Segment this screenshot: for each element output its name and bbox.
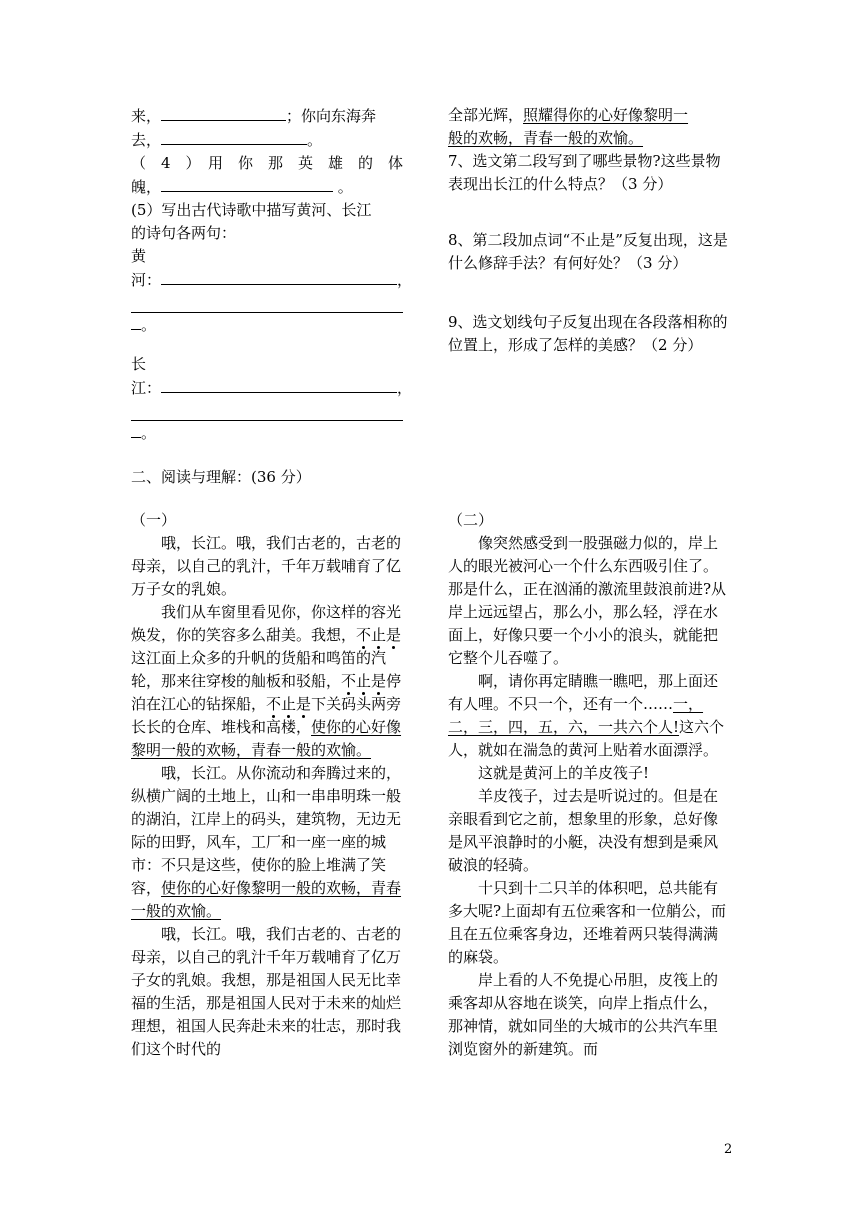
passage-one: [131, 509, 415, 1061]
question-5-line: (5）写出古代诗歌中描写黄河、长江: [131, 201, 372, 219]
answer-blank[interactable]: [131, 421, 141, 438]
passage-two: [448, 509, 732, 1061]
paragraph: 像突然感受到一股强磁力似的，岸上人的眼光被河心一个什么东西吸引住了。那是什么，正在汹涌的激流里鼓浪前进?从岸上远远望占，那么小，那么轻，浮在水面上，好像只要一个小小的浪头，就能把它整个儿吞噬了。: [448, 534, 727, 667]
paragraph: 十只到十二只羊的体积吧，总共能有多大呢?上面却有五位乘客和一位艄公，而且在五位乘客身边，还堆着两只装得满满的麻袋。: [448, 879, 727, 966]
spacer: [448, 275, 732, 311]
answer-blank[interactable]: [131, 313, 141, 330]
continuation-line-2: 般的欢畅，青春一般的欢愉。: [448, 129, 644, 147]
fill-in-questions: [131, 104, 415, 445]
question-5-line-2: 的诗句各两句：: [131, 224, 237, 242]
paragraph: 啊，请你再定睛瞧一瞧吧，那上面还有人哩。不只一个，还有一个……一，二，三，四，五，六，一共六个人!这六个人，就如在湍急的黄河上贴着水面漂浮。: [448, 672, 725, 759]
passage-label: （一）: [131, 511, 177, 529]
answer-blank[interactable]: [161, 175, 333, 192]
changjiang-end: 。: [131, 421, 415, 445]
question-4-line: （ 4 ） 用 你 那 英 雄 的 体: [131, 154, 404, 172]
paragraph: 哦，长江。哦，我们古老的，古老的母亲，以自己的乳汁，千年万载哺育了亿万子女的乳娘。: [131, 534, 402, 598]
paragraph: 岸上看的人不免提心吊胆，皮筏上的乘客却从容地在谈笑，向岸上指点什么，那神情，就如同坐的大城市的公共汽车里浏览窗外的新建筑。而: [448, 971, 719, 1058]
question-7: 7、选文第二段写到了哪些景物?这些景物表现出长江的什么特点？（3 分）: [448, 152, 721, 193]
paragraph: 羊皮筏子，过去是听说过的。但是在亲眼看到它之前，想象里的形象，总好像是风平浪静时的小艇，决没有想到是乘风破浪的轻骑。: [448, 787, 719, 874]
answer-blank[interactable]: [131, 292, 403, 313]
right-questions: [448, 104, 732, 357]
answer-blank[interactable]: [131, 400, 403, 421]
spacer: [131, 337, 415, 353]
paragraph: 我们从车窗里看见你，你这样的容光焕发，你的笑容多么甜美。我想，不止是这江面上众多的升帆的货船和鸣笛的汽轮，那来往穿梭的舢板和驳船，不止是停泊在江心的钻探船，不止是下关码头两旁长长的仓库、堆栈和高楼，使你的心好像黎明一般的欢畅，青春一般的欢愉。: [131, 603, 402, 759]
changjiang-label: 长: [131, 355, 147, 373]
huanghe-end: 。: [131, 313, 415, 337]
page-number: 2: [724, 1142, 733, 1157]
fill-line-2: 去， 。: [131, 128, 415, 152]
huanghe-blank-line: 河： ，: [131, 268, 415, 292]
section-title: 二、阅读与理解：(36 分）: [131, 468, 311, 486]
passage-label: （二）: [448, 511, 494, 529]
spacer: [448, 196, 732, 229]
huanghe-label: 黄: [131, 247, 147, 265]
answer-blank[interactable]: [161, 376, 397, 393]
paragraph: 哦，长江。从你流动和奔腾过来的，纵横广阔的土地上，山和一串串明珠一般的湖泊，江岸上的码头，建筑物，无边无际的田野，风车，工厂和一座一座的城市：不只是这些，使你的脸上堆满了笑容，使你的心好像黎明一般的欢畅，青春一般的欢愉。: [131, 764, 402, 920]
fill-line-1: 来， ；你向东海奔: [131, 104, 415, 128]
continuation-line-1: 全部光辉，照耀得你的心好像黎明一: [448, 106, 689, 124]
paragraph: 哦，长江。哦，我们古老的、古老的母亲，以自己的乳汁千年万载哺育了亿万子女的乳娘。我想，那是祖国人民无比幸福的生活，那是祖国人民对于未来的灿烂理想，祖国人民奔赴未来的壮志，那时我们这个时代的: [131, 925, 402, 1058]
answer-blank[interactable]: [161, 268, 397, 285]
answer-blank[interactable]: [161, 104, 286, 121]
question-4-blank-line: 魄， 。: [131, 175, 415, 199]
question-9: 9、选文划线句子反复出现在各段落相称的位置上，形成了怎样的美感？（2 分）: [448, 313, 728, 354]
changjiang-blank-line: 江： ，: [131, 376, 415, 400]
paragraph: 这就是黄河上的羊皮筏子!: [478, 764, 650, 782]
question-8: 8、第二段加点词“不止是”反复出现，这是什么修辞手法？有何好处？（3 分）: [448, 231, 728, 272]
answer-blank[interactable]: [161, 128, 307, 145]
